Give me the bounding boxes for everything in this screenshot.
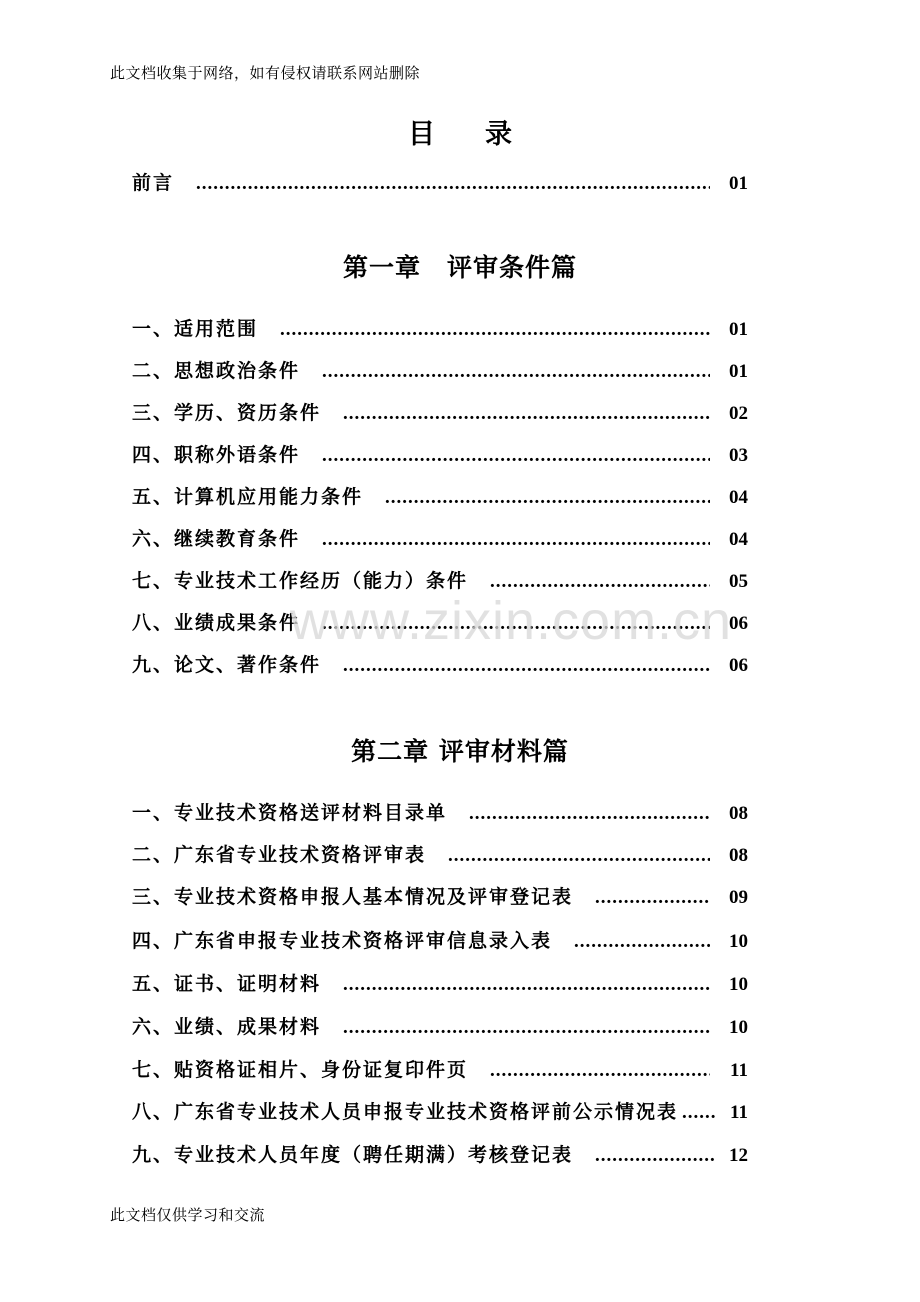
toc-page-number: 02 — [729, 403, 748, 424]
toc-entry[interactable] — [132, 882, 748, 912]
toc-entry[interactable] — [132, 840, 748, 870]
toc-entry-label: 四、广东省申报专业技术资格评审信息录入表 — [132, 930, 553, 952]
watermark: www.zixin.com.cn — [290, 591, 733, 651]
toc-entry-label: 二、广东省专业技术资格评审表 — [132, 844, 427, 866]
toc-page-number: 03 — [729, 445, 748, 466]
toc-entry-label: 三、专业技术资格申报人基本情况及评审登记表 — [132, 886, 574, 908]
leader-dots — [322, 529, 710, 551]
toc-entry[interactable] — [132, 926, 748, 956]
toc-entry-label: 六、业绩、成果材料 — [132, 1016, 322, 1038]
toc-entry[interactable] — [132, 356, 748, 386]
toc-page-number: 06 — [729, 613, 748, 634]
toc-entry[interactable] — [132, 1097, 748, 1127]
toc-entry-label: 三、学历、资历条件 — [132, 402, 322, 424]
toc-page-number: 04 — [729, 487, 748, 508]
leader-dots — [682, 1102, 716, 1124]
toc-entry-label: 六、继续教育条件 — [132, 528, 301, 550]
toc-entry-label: 一、适用范围 — [132, 318, 259, 340]
leader-dots — [322, 361, 710, 383]
toc-entry-label: 九、专业技术人员年度（聘任期满）考核登记表 — [132, 1144, 574, 1166]
toc-page-number: 10 — [729, 974, 748, 995]
toc-entry[interactable] — [132, 440, 748, 470]
toc-page-number: 01 — [729, 173, 748, 194]
toc-entry[interactable] — [132, 524, 748, 554]
toc-entry-label: 五、证书、证明材料 — [132, 973, 322, 995]
toc-page-number: 01 — [729, 361, 748, 382]
toc-page-number: 10 — [729, 931, 748, 952]
toc-entry[interactable] — [132, 1140, 748, 1170]
toc-page-number: 05 — [729, 571, 748, 592]
leader-dots — [343, 403, 710, 425]
leader-dots — [448, 845, 710, 867]
toc-entry-label: 八、业绩成果条件 — [132, 612, 301, 634]
toc-page-number: 11 — [730, 1102, 748, 1123]
toc-entry-label: 五、计算机应用能力条件 — [132, 486, 364, 508]
toc-page-number: 11 — [730, 1060, 748, 1081]
toc-entry[interactable] — [132, 482, 748, 512]
toc-entry-label: 七、专业技术工作经历（能力）条件 — [132, 570, 469, 592]
toc-title: 目录 — [408, 119, 562, 150]
toc-entry[interactable] — [132, 650, 748, 680]
toc-page-number: 09 — [729, 887, 748, 908]
toc-entry-label: 八、广东省专业技术人员申报专业技术资格评前公示情况表 — [132, 1101, 679, 1123]
toc-page-number: 08 — [729, 803, 748, 824]
header-note: 此文档收集于网络，如有侵权请联系网站删除 — [110, 64, 421, 82]
leader-dots — [574, 931, 710, 953]
toc-entry[interactable] — [132, 969, 748, 999]
leader-dots — [490, 1060, 710, 1082]
leader-dots — [595, 887, 710, 909]
toc-entry-label: 一、专业技术资格送评材料目录单 — [132, 802, 448, 824]
leader-dots — [196, 173, 710, 195]
leader-dots — [385, 487, 710, 509]
leader-dots — [469, 803, 710, 825]
chapter-1-heading: 第一章 评审条件篇 — [342, 253, 577, 282]
toc-entry-label: 二、思想政治条件 — [132, 360, 301, 382]
toc-page-number: 06 — [729, 655, 748, 676]
toc-entry-preface[interactable] — [132, 168, 748, 198]
toc-entry-label: 前言 — [132, 172, 175, 194]
leader-dots — [343, 974, 710, 996]
toc-entry[interactable] — [132, 398, 748, 428]
toc-entry[interactable] — [132, 798, 748, 828]
leader-dots — [322, 445, 710, 467]
toc-page-number: 01 — [729, 319, 748, 340]
toc-entry-label: 九、论文、著作条件 — [132, 654, 322, 676]
leader-dots — [280, 319, 710, 341]
toc-entry[interactable] — [132, 1055, 748, 1085]
footer-note: 此文档仅供学习和交流 — [110, 1206, 266, 1224]
toc-entry[interactable] — [132, 1012, 748, 1042]
toc-entry-label: 四、职称外语条件 — [132, 444, 301, 466]
toc-entry[interactable] — [132, 314, 748, 344]
toc-page-number: 12 — [729, 1145, 748, 1166]
toc-page-number: 04 — [729, 529, 748, 550]
chapter-2-heading: 第二章 评审材料篇 — [351, 737, 569, 766]
leader-dots — [595, 1145, 716, 1167]
leader-dots — [343, 655, 710, 677]
toc-page-number: 10 — [729, 1017, 748, 1038]
toc-entry-label: 七、贴资格证相片、身份证复印件页 — [132, 1059, 469, 1081]
leader-dots — [343, 1017, 710, 1039]
toc-page-number: 08 — [729, 845, 748, 866]
